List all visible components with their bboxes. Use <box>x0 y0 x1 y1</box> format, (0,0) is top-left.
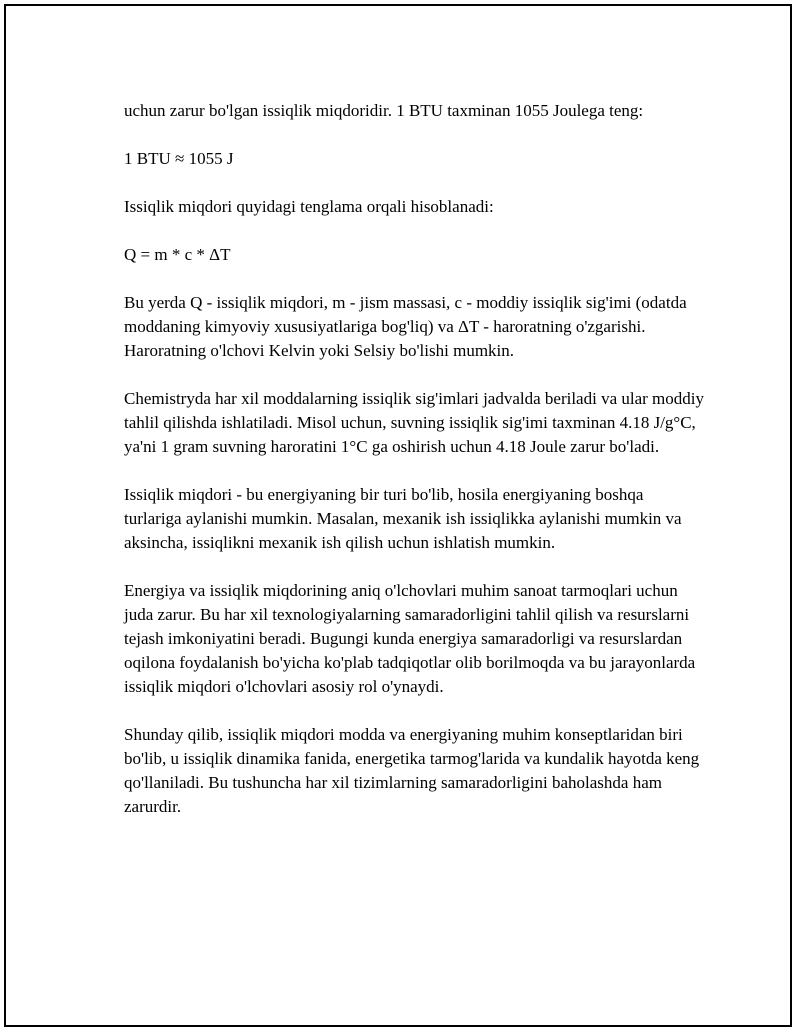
paragraph-formula-explanation: Bu yerda Q - issiqlik miqdori, m - jism massasi, c - moddiy issiqlik sig'imi (odatda moddaning kimyoviy xususiyatlariga bog'liq) va ΔT - haroratning o'zgarishi. Haroratning o'lchovi Kelvin yoki Selsiy bo'lishi mumkin. <box>124 293 687 360</box>
paragraph-formula-intro: Issiqlik miqdori quyidagi tenglama orqali hisoblanadi: <box>124 197 494 216</box>
document-body <box>124 99 704 843</box>
paragraph-conclusion: Shunday qilib, issiqlik miqdori modda va energiyaning muhim konseptlaridan biri bo'lib, u issiqlik dinamika fanida, energetika tarmog'larida va kundalik hayotda keng qo'llaniladi. Bu tushuncha har xil tizimlarning samaradorligini baholashda ham zarurdir. <box>124 725 700 816</box>
paragraph-btu-definition: uchun zarur bo'lgan issiqlik miqdoridir. 1 BTU taxminan 1055 Joulega teng: <box>124 101 644 120</box>
paragraph-industry-measurements: Energiya va issiqlik miqdorining aniq o'lchovlari muhim sanoat tarmoqlari uchun juda zarur. Bu har xil texnologiyalarning samaradorligini tahlil qilish va resurslarni tejash imkoniyatini beradi. Bugungi kunda energiya samaradorligi va resurslardan oqilona foydalanish bo'yicha ko'plab tadqiqotlar olib borilmoqda va bu jarayonlarda issiqlik miqdori o'lchovlari asosiy rol o'ynaydi. <box>124 581 696 696</box>
paragraph-heat-formula: Q = m * c * ΔT <box>124 245 231 264</box>
page-frame <box>4 4 792 1027</box>
paragraph-energy-conversion: Issiqlik miqdori - bu energiyaning bir turi bo'lib, hosila energiyaning boshqa turlariga aylanishi mumkin. Masalan, mexanik ish issiqlikka aylanishi mumkin va aksincha, issiqlikni mexanik ish qilish uchun ishlatish mumkin. <box>124 485 682 552</box>
paragraph-btu-equation: 1 BTU ≈ 1055 J <box>124 149 234 168</box>
paragraph-heat-capacity: Chemistryda har xil moddalarning issiqlik sig'imlari jadvalda beriladi va ular moddiy tahlil qilishda ishlatiladi. Misol uchun, suvning issiqlik sig'imi taxminan 4.18 J/g°C, ya'ni 1 gram suvning haroratini 1°C ga oshirish uchun 4.18 Joule zarur bo'ladi. <box>124 389 705 456</box>
